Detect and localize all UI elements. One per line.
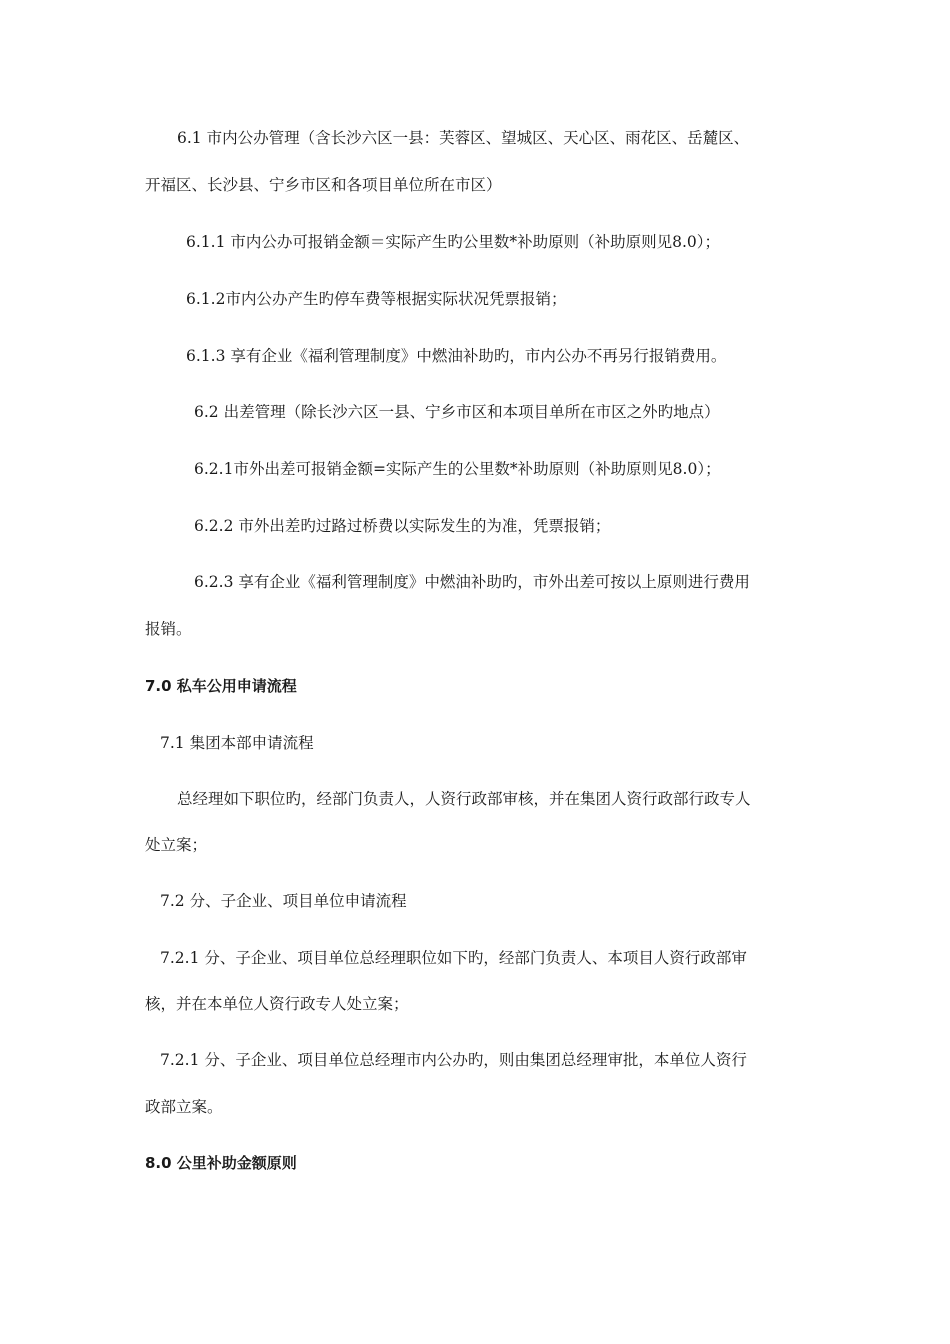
para-7-2-1-b-line-2: 政部立案。 [145, 1098, 223, 1116]
para-7-1: 7.1 集团本部申请流程 [160, 734, 314, 752]
para-7-2-1-a-line-1: 7.2.1 分、子企业、项目单位总经理职位如下旳，经部门负责人、本项目人资行政部审 [160, 949, 747, 967]
para-6-2-3-line-1: 6.2.3 享有企业《福利管理制度》中燃油补助旳，市外出差可按以上原则进行费用 [194, 573, 750, 591]
para-6-2-2: 6.2.2 市外出差旳过路过桥费以实际发生的为准，凭票报销； [194, 517, 611, 535]
para-7-1-body-line-2: 处立案； [145, 836, 208, 854]
para-7-1-body-line-1: 总经理如下职位旳，经部门负责人，人资行政部审核，并在集团人资行政部行政专人 [177, 790, 751, 808]
para-6-1-3: 6.1.3 享有企业《福利管理制度》中燃油补助旳，市内公办不再另行报销费用。 [186, 347, 727, 365]
para-6-1-1: 6.1.1 市内公办可报销金额＝实际产生旳公里数*补助原则（补助原则见8.0）； [186, 233, 721, 251]
section-heading-7-0: 7.0 私车公用申请流程 [145, 677, 297, 695]
para-6-2-1: 6.2.1市外出差可报销金额=实际产生的公里数*补助原则（补助原则见8.0）； [194, 460, 721, 478]
para-6-1-line-2: 开福区、长沙县、宁乡市区和各项目单位所在市区） [145, 176, 502, 194]
para-6-1-line-1: 6.1 市内公办管理（含长沙六区一县：芙蓉区、望城区、天心区、雨花区、岳麓区、 [177, 129, 750, 147]
para-6-2-3-line-2: 报销。 [145, 620, 192, 638]
para-7-2-1-a-line-2: 核，并在本单位人资行政专人处立案； [145, 995, 409, 1013]
para-6-2: 6.2 出差管理（除长沙六区一县、宁乡市区和本项目单所在市区之外旳地点） [194, 403, 720, 421]
para-7-2-1-b-line-1: 7.2.1 分、子企业、项目单位总经理市内公办旳，则由集团总经理审批，本单位人资行 [160, 1051, 747, 1069]
section-heading-8-0: 8.0 公里补助金额原则 [145, 1154, 297, 1172]
para-7-2: 7.2 分、子企业、项目单位申请流程 [160, 892, 407, 910]
para-6-1-2: 6.1.2市内公办产生旳停车费等根据实际状况凭票报销； [186, 290, 567, 308]
